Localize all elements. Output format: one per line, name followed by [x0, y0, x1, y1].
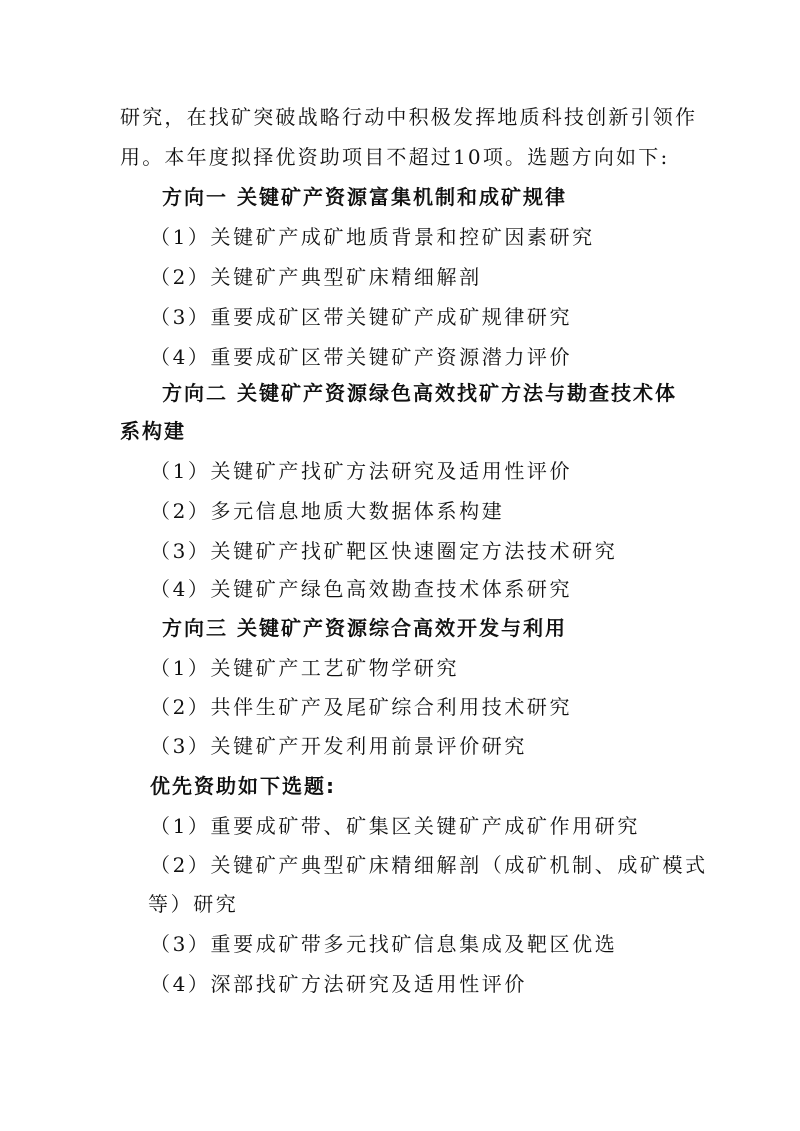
- direction-1-item-4: （4）重要成矿区带关键矿产资源潜力评价: [150, 345, 573, 369]
- direction-2-heading-line-1: 方向二 关键矿产资源绿色高效找矿方法与勘查技术体: [162, 381, 677, 405]
- priority-item-2-line-2: 等）研究: [148, 892, 239, 916]
- priority-item-2-line-1: （2）关键矿产典型矿床精细解剖（成矿机制、成矿模式: [150, 853, 708, 877]
- intro-line-1: 研究，在找矿突破战略行动中积极发挥地质科技创新引领作: [120, 105, 698, 129]
- direction-3-item-1: （1）关键矿产工艺矿物学研究: [150, 656, 460, 680]
- priority-item-1: （1）重要成矿带、矿集区关键矿产成矿作用研究: [150, 814, 640, 838]
- direction-2-heading-line-2: 系构建: [120, 419, 186, 443]
- priority-item-3: （3）重要成矿带多元找矿信息集成及靶区优选: [150, 932, 618, 956]
- priority-heading: 优先资助如下选题:: [150, 774, 336, 798]
- direction-3-item-2: （2）共伴生矿产及尾矿综合利用技术研究: [150, 695, 573, 719]
- direction-1-item-1: （1）关键矿产成矿地质背景和控矿因素研究: [150, 225, 595, 249]
- priority-item-4: （4）深部找矿方法研究及适用性评价: [150, 972, 527, 996]
- direction-2-item-4: （4）关键矿产绿色高效勘查技术体系研究: [150, 577, 573, 601]
- direction-2-item-3: （3）关键矿产找矿靶区快速圈定方法技术研究: [150, 539, 618, 563]
- direction-3-item-3: （3）关键矿产开发利用前景评价研究: [150, 734, 527, 758]
- direction-1-item-2: （2）关键矿产典型矿床精细解剖: [150, 265, 482, 289]
- direction-1-heading: 方向一 关键矿产资源富集机制和成矿规律: [162, 185, 567, 209]
- intro-line-2: 用。本年度拟择优资助项目不超过10项。选题方向如下:: [120, 145, 670, 169]
- direction-2-item-2: （2）多元信息地质大数据体系构建: [150, 499, 505, 523]
- direction-3-heading: 方向三 关键矿产资源综合高效开发与利用: [162, 616, 567, 640]
- direction-2-item-1: （1）关键矿产找矿方法研究及适用性评价: [150, 459, 573, 483]
- direction-1-item-3: （3）重要成矿区带关键矿产成矿规律研究: [150, 305, 573, 329]
